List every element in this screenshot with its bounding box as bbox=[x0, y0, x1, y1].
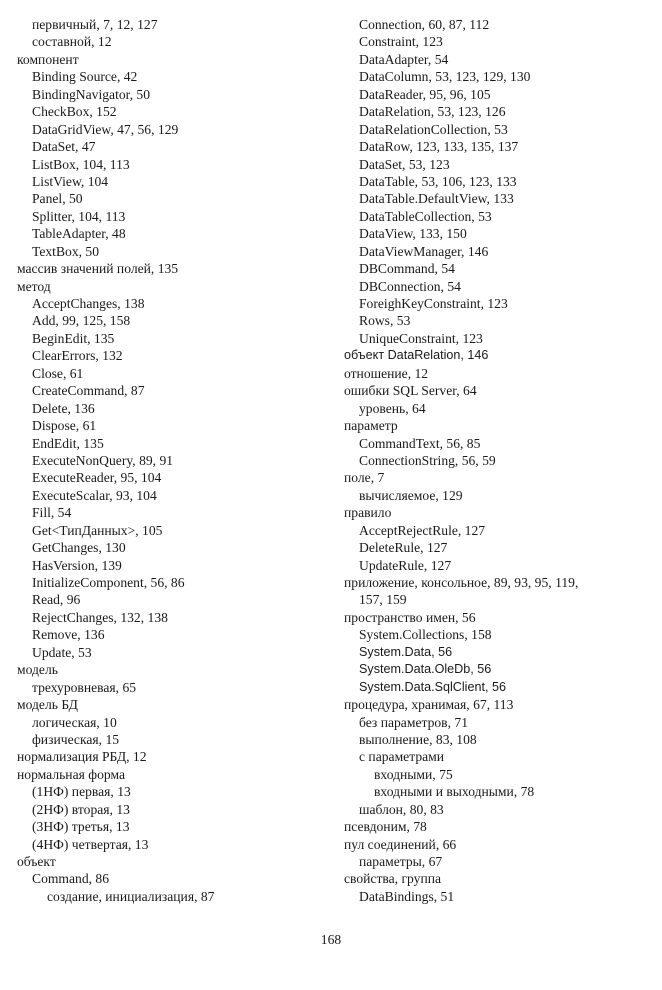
index-subentry: UniqueConstraint, 123 bbox=[359, 330, 483, 346]
index-subentry: ClearErrors, 132 bbox=[32, 348, 123, 364]
index-subentry: с параметрами bbox=[359, 749, 445, 765]
index-subentry: DataRow, 123, 133, 135, 137 bbox=[359, 139, 519, 155]
index-heading: компонент bbox=[17, 51, 79, 67]
index-subentry: CommandText, 56, 85 bbox=[359, 435, 481, 451]
index-subentry: трехуровневая, 65 bbox=[32, 679, 137, 695]
index-heading: процедура, хранимая, 67, 113 bbox=[344, 697, 514, 713]
index-subentry: DataViewManager, 146 bbox=[359, 243, 489, 259]
index-subentry: ForeighKeyConstraint, 123 bbox=[359, 296, 508, 311]
index-subentry: System.Data, 56 bbox=[359, 644, 453, 659]
index-subentry: шаблон, 80, 83 bbox=[359, 801, 444, 817]
index-subentry: ListView, 104 bbox=[32, 173, 109, 189]
index-subentry: входными и выходными, 78 bbox=[374, 784, 535, 800]
index-heading: правило bbox=[344, 505, 392, 521]
index-subentry: Binding Source, 42 bbox=[32, 69, 138, 85]
index-subentry: DataColumn, 53, 123, 129, 130 bbox=[359, 69, 531, 85]
index-subentry: (4НФ) четвертая, 13 bbox=[32, 836, 149, 852]
index-heading: нормальная форма bbox=[17, 766, 126, 782]
index-subentry: Panel, 50 bbox=[32, 191, 83, 207]
index-subentry: AcceptRejectRule, 127 bbox=[359, 522, 486, 538]
index-subentry: Update, 53 bbox=[32, 644, 92, 660]
index-subentry: System.Data.SqlClient, 56 bbox=[359, 679, 506, 694]
index-heading: метод bbox=[17, 278, 51, 294]
index-subentry: EndEdit, 135 bbox=[32, 435, 104, 451]
index-subentry: Command, 86 bbox=[32, 871, 110, 887]
index-subentry: DataAdapter, 54 bbox=[359, 51, 449, 67]
index-subentry: DataRelation, 53, 123, 126 bbox=[359, 104, 506, 120]
index-subentry: BeginEdit, 135 bbox=[32, 330, 115, 346]
index-subentry: DataSet, 47 bbox=[32, 139, 96, 155]
index-subentry: BindingNavigator, 50 bbox=[32, 86, 151, 102]
index-subentry: DataTableCollection, 53 bbox=[359, 208, 492, 224]
index-heading: массив значений полей, 135 bbox=[17, 261, 179, 277]
index-subentry: входными, 75 bbox=[374, 766, 453, 782]
index-subentry: ConnectionString, 56, 59 bbox=[359, 452, 496, 468]
index-subentry: CreateCommand, 87 bbox=[32, 383, 145, 399]
index-column-right bbox=[344, 16, 644, 905]
index-heading: поле, 7 bbox=[344, 470, 385, 486]
index-subentry: составной, 12 bbox=[32, 34, 112, 50]
index-subentry: Close, 61 bbox=[32, 365, 84, 381]
index-heading: нормализация РБД, 12 bbox=[17, 749, 147, 765]
index-heading: объект DataRelation, 146 bbox=[344, 348, 489, 363]
index-subentry: (2НФ) вторая, 13 bbox=[32, 801, 130, 817]
index-subentry: DataView, 133, 150 bbox=[359, 226, 467, 242]
index-subentry: DataReader, 95, 96, 105 bbox=[359, 86, 491, 102]
index-subentry: Add, 99, 125, 158 bbox=[32, 313, 131, 329]
index-subentry: логическая, 10 bbox=[32, 714, 117, 730]
index-heading: параметр bbox=[344, 418, 398, 434]
index-subentry: вычисляемое, 129 bbox=[359, 487, 463, 503]
index-subentry: создание, инициализация, 87 bbox=[47, 888, 215, 904]
index-subentry: первичный, 7, 12, 127 bbox=[32, 17, 158, 32]
index-subentry: DataTable.DefaultView, 133 bbox=[359, 191, 514, 207]
index-subentry: Remove, 136 bbox=[32, 627, 105, 643]
index-subentry: DataRelationCollection, 53 bbox=[359, 121, 508, 137]
index-subentry: DataBindings, 51 bbox=[359, 888, 455, 904]
index-heading: пул соединений, 66 bbox=[344, 836, 457, 852]
index-subentry: без параметров, 71 bbox=[359, 714, 468, 730]
index-heading: свойства, группа bbox=[344, 871, 442, 887]
index-subentry: физическая, 15 bbox=[32, 731, 120, 747]
index-subentry: DeleteRule, 127 bbox=[359, 540, 448, 556]
index-subentry: DBCommand, 54 bbox=[359, 261, 455, 277]
index-subentry: Connection, 60, 87, 112 bbox=[359, 17, 490, 32]
index-subentry: Get<ТипДанных>, 105 bbox=[32, 522, 163, 538]
index-subentry: GetChanges, 130 bbox=[32, 540, 126, 556]
index-subentry: ListBox, 104, 113 bbox=[32, 156, 130, 172]
index-subentry: Splitter, 104, 113 bbox=[32, 208, 126, 224]
index-subentry: (1НФ) первая, 13 bbox=[32, 784, 131, 800]
index-subentry: ExecuteReader, 95, 104 bbox=[32, 470, 162, 486]
index-subentry: DataGridView, 47, 56, 129 bbox=[32, 121, 179, 137]
index-subentry: 157, 159 bbox=[359, 592, 407, 608]
index-subentry: RejectChanges, 132, 138 bbox=[32, 609, 168, 625]
index-subentry: Fill, 54 bbox=[32, 505, 72, 521]
index-subentry: Rows, 53 bbox=[359, 313, 411, 329]
index-subentry: Delete, 136 bbox=[32, 400, 95, 416]
index-heading: объект bbox=[17, 854, 56, 869]
index-subentry: TableAdapter, 48 bbox=[32, 226, 126, 242]
index-subentry: выполнение, 83, 108 bbox=[359, 731, 477, 747]
index-subentry: Dispose, 61 bbox=[32, 418, 97, 434]
index-subentry: уровень, 64 bbox=[359, 400, 426, 416]
index-subentry: параметры, 67 bbox=[359, 854, 443, 869]
index-subentry: System.Data.OleDb, 56 bbox=[359, 662, 492, 677]
index-subentry: ExecuteNonQuery, 89, 91 bbox=[32, 452, 174, 468]
index-subentry: DataTable, 53, 106, 123, 133 bbox=[359, 173, 517, 189]
index-heading: псевдоним, 78 bbox=[344, 819, 427, 835]
index-subentry: ExecuteScalar, 93, 104 bbox=[32, 487, 157, 503]
index-subentry: CheckBox, 152 bbox=[32, 104, 117, 120]
index-subentry: DataSet, 53, 123 bbox=[359, 156, 450, 172]
index-column-left bbox=[17, 16, 327, 905]
index-subentry: HasVersion, 139 bbox=[32, 557, 122, 573]
page-number: 168 bbox=[320, 932, 342, 947]
index-heading: модель БД bbox=[17, 697, 78, 713]
index-heading: приложение, консольное, 89, 93, 95, 119, bbox=[344, 575, 579, 590]
index-subentry: Constraint, 123 bbox=[359, 34, 443, 50]
index-heading: ошибки SQL Server, 64 bbox=[344, 383, 477, 399]
index-subentry: System.Collections, 158 bbox=[359, 627, 492, 643]
index-subentry: AcceptChanges, 138 bbox=[32, 296, 145, 311]
index-subentry: TextBox, 50 bbox=[32, 243, 100, 259]
index-subentry: DBConnection, 54 bbox=[359, 278, 461, 294]
index-subentry: Read, 96 bbox=[32, 592, 81, 608]
index-heading: пространство имен, 56 bbox=[344, 609, 476, 625]
index-heading: модель bbox=[17, 662, 58, 678]
index-subentry: InitializeComponent, 56, 86 bbox=[32, 575, 185, 590]
index-subentry: (3НФ) третья, 13 bbox=[32, 819, 130, 835]
index-subentry: UpdateRule, 127 bbox=[359, 557, 452, 573]
index-heading: отношение, 12 bbox=[344, 365, 429, 381]
